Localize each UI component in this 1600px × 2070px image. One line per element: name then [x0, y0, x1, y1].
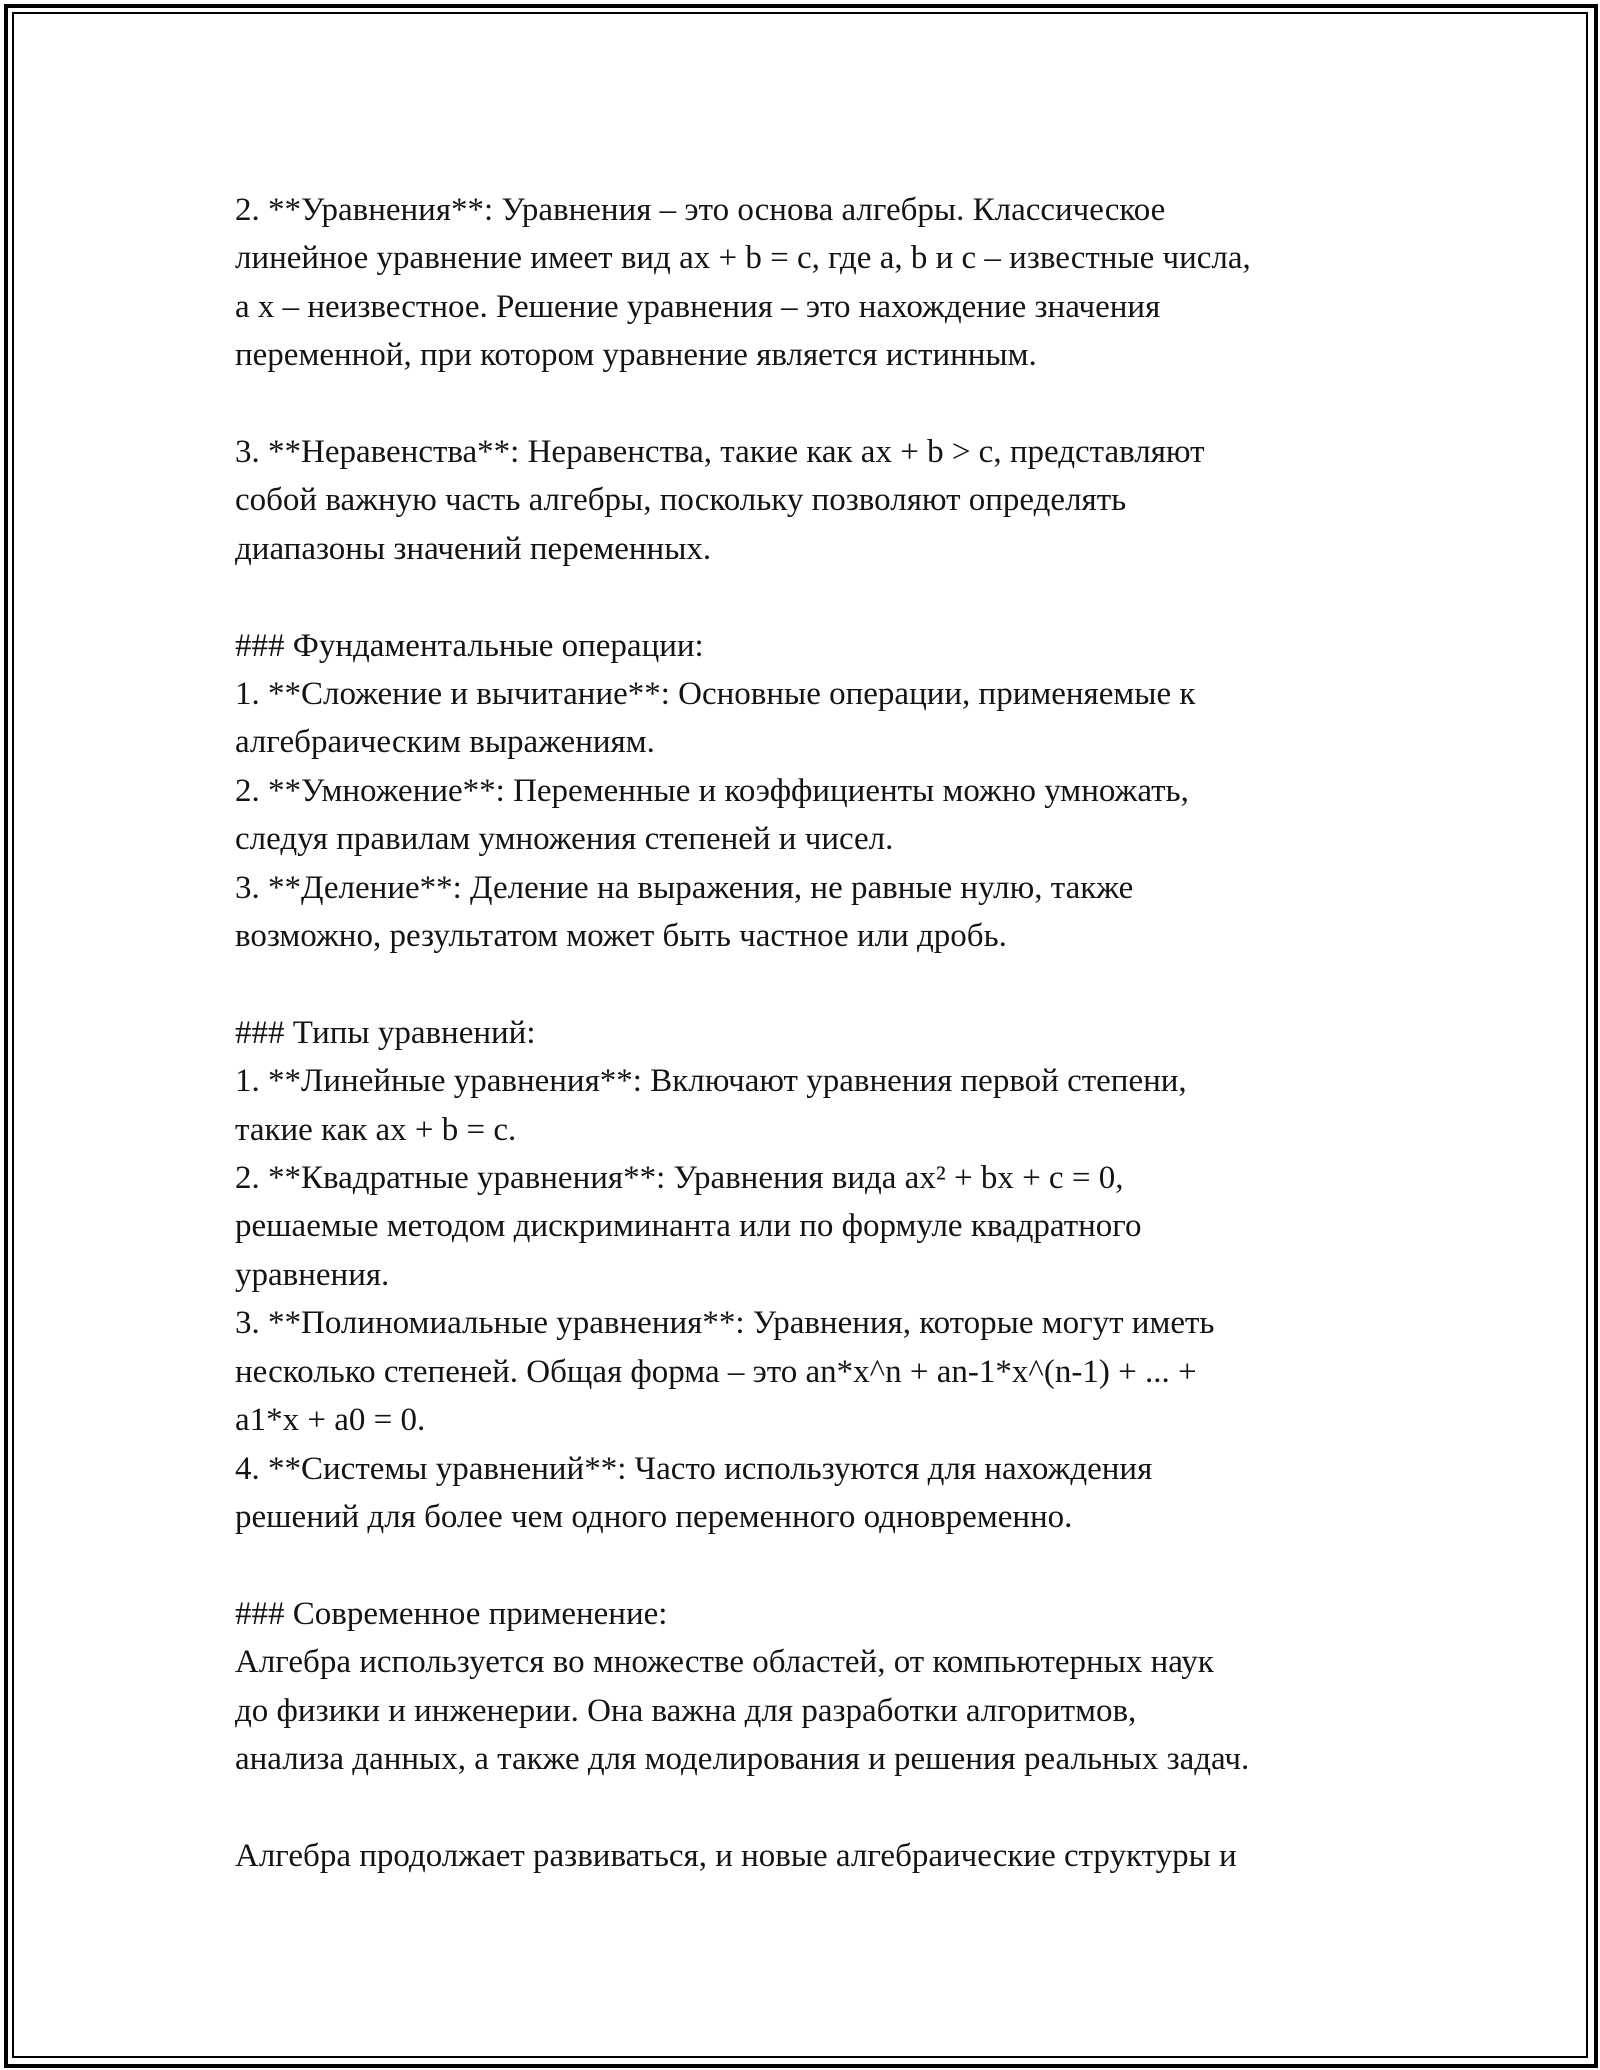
text-line: диапазоны значений переменных. — [235, 530, 712, 567]
section-heading: ### Современное применение: — [235, 1595, 668, 1632]
fundamental-operations-section — [235, 622, 1385, 961]
text-line: такие как ax + b = c. — [235, 1111, 517, 1148]
text-line: 3. **Полиномиальные уравнения**: Уравнения, которые могут иметь — [235, 1305, 1215, 1342]
text-line: а x – неизвестное. Решение уравнения – это нахождение значения — [235, 288, 1161, 325]
text-line: 1. **Линейные уравнения**: Включают уравнения первой степени, — [235, 1063, 1187, 1100]
text-line: решаемые методом дискриминанта или по формуле квадратного — [235, 1208, 1142, 1245]
inequalities-paragraph — [235, 428, 1385, 573]
text-line: линейное уравнение имеет вид ax + b = c, где a, b и c – известные числа, — [235, 240, 1251, 277]
equations-paragraph — [235, 186, 1385, 380]
text-line: уравнения. — [235, 1256, 390, 1293]
text-line: 4. **Системы уравнений**: Часто используются для нахождения — [235, 1450, 1153, 1487]
text-line: алгебраическим выражениям. — [235, 724, 655, 761]
equation-types-section — [235, 1009, 1385, 1541]
document-body — [235, 186, 1385, 1880]
text-line: переменной, при котором уравнение является истинным. — [235, 337, 1037, 374]
text-line: несколько степеней. Общая форма – это an*x^n + an-1*x^(n-1) + ... + — [235, 1353, 1197, 1390]
section-heading: ### Фундаментальные операции: — [235, 627, 704, 664]
closing-paragraph — [235, 1832, 1385, 1880]
text-line: Алгебра используется во множестве областей, от компьютерных наук — [235, 1644, 1214, 1681]
text-line: до физики и инженерии. Она важна для разработки алгоритмов, — [235, 1692, 1137, 1729]
text-line: собой важную часть алгебры, поскольку позволяют определять — [235, 482, 1127, 519]
text-line: следуя правилам умножения степеней и чисел. — [235, 821, 894, 858]
text-line: решений для более чем одного переменного одновременно. — [235, 1498, 1073, 1535]
text-line: 3. **Деление**: Деление на выражения, не равные нулю, также — [235, 869, 1134, 906]
text-line: a1*x + a0 = 0. — [235, 1402, 426, 1439]
text-line: анализа данных, а также для моделирования и решения реальных задач. — [235, 1740, 1250, 1777]
text-line: 3. **Неравенства**: Неравенства, такие как ax + b > c, представляют — [235, 434, 1205, 471]
text-line: Алгебра продолжает развиваться, и новые алгебраические структуры и — [235, 1837, 1237, 1874]
text-line: 2. **Умножение**: Переменные и коэффициенты можно умножать, — [235, 772, 1189, 809]
paragraph-gap — [235, 573, 1385, 621]
text-line: 2. **Уравнения**: Уравнения – это основа алгебры. Классическое — [235, 192, 1166, 228]
text-line: 1. **Сложение и вычитание**: Основные операции, применяемые к — [235, 676, 1196, 713]
paragraph-gap — [235, 1541, 1385, 1589]
paragraph-gap — [235, 960, 1385, 1008]
text-line: 2. **Квадратные уравнения**: Уравнения вида ax² + bx + c = 0, — [235, 1160, 1124, 1197]
modern-application-section — [235, 1590, 1385, 1784]
paragraph-gap — [235, 380, 1385, 428]
text-line: возможно, результатом может быть частное или дробь. — [235, 918, 1007, 955]
paragraph-gap — [235, 1783, 1385, 1831]
section-heading: ### Типы уравнений: — [235, 1014, 536, 1051]
